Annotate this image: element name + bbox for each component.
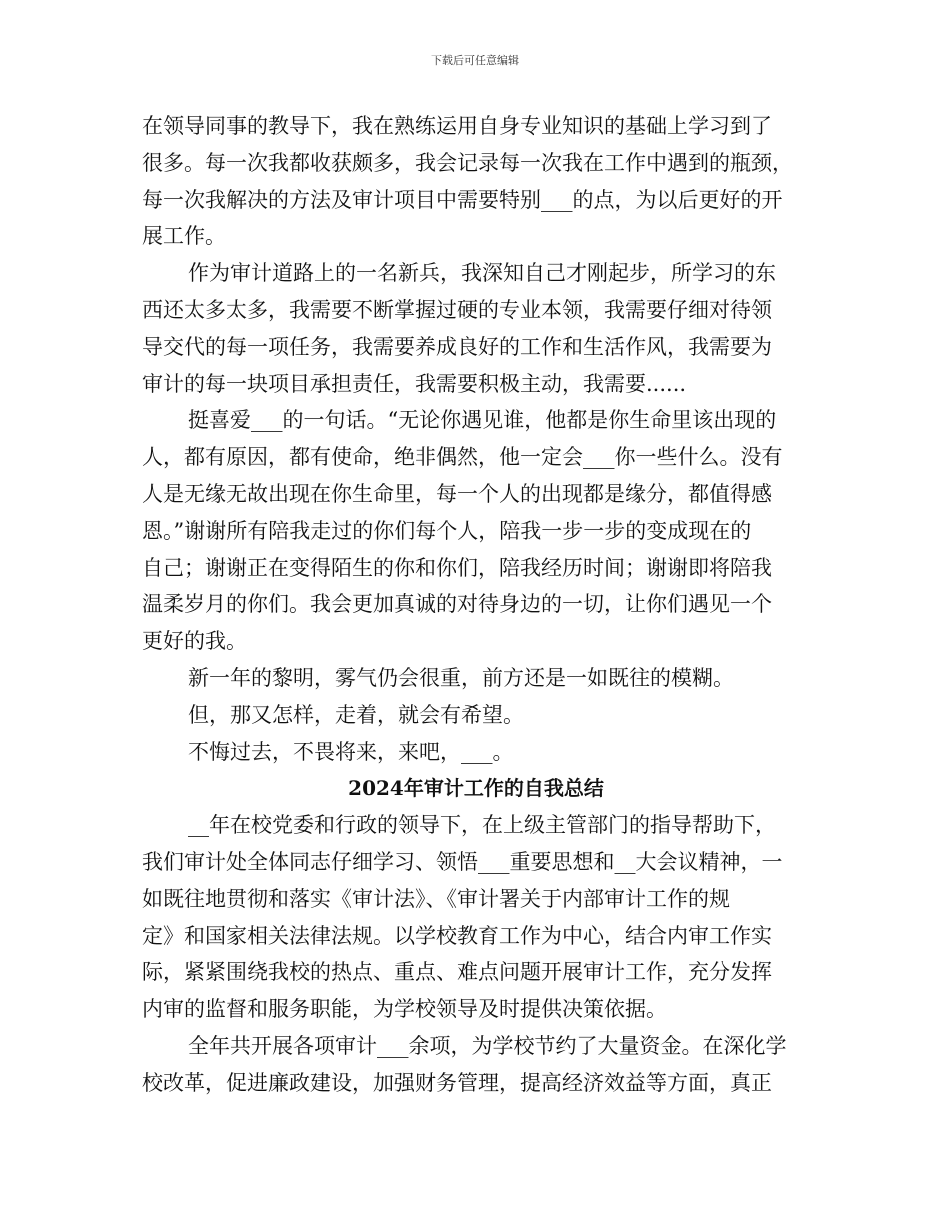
- text-line: 人，都有原因，都有使命，绝非偶然，他一定会___你一些什么。没有: [142, 445, 783, 470]
- text-line: 恩。”谢谢所有陪我走过的你们每个人，陪我一步一步的变成现在的: [142, 518, 752, 543]
- text-line: 人是无缘无故出现在你生命里，每一个人的出现都是缘分，都值得感: [142, 481, 772, 506]
- paragraph-8: [142, 1028, 810, 1102]
- text-line: 西还太多太多，我需要不断掌握过硬的专业本领，我需要仔细对待领: [142, 297, 772, 322]
- text-line: 但，那又怎样，走着，就会有希望。: [188, 702, 524, 727]
- text-line: 每一次我解决的方法及审计项目中需要特别___的点，为以后更好的开: [142, 187, 783, 212]
- paragraph-6: [142, 734, 810, 771]
- text-line: 新一年的黎明，雾气仍会很重，前方还是一如既往的模糊。: [188, 665, 734, 690]
- text-line: 挺喜爱___的一句话。“无论你遇见谁，他都是你生命里该出现的: [188, 408, 777, 433]
- text-line: 更好的我。: [142, 629, 247, 654]
- text-line: 很多。每一次我都收获颇多，我会记录每一次我在工作中遇到的瓶颈，: [142, 150, 793, 175]
- text-line: 温柔岁月的你们。我会更加真诚的对待身边的一切，让你们遇见一个: [142, 592, 772, 617]
- paragraph-1: [142, 108, 810, 255]
- paragraph-4: [142, 660, 810, 697]
- text-line: 作为审计道路上的一名新兵，我深知自己才刚起步，所学习的东: [188, 261, 776, 286]
- text-line: __年在校党委和行政的领导下，在上级主管部门的指导帮助下，: [188, 813, 776, 838]
- text-line: 不悔过去，不畏将来，来吧，___。: [188, 739, 514, 764]
- text-line: 我们审计处全体同志仔细学习、领悟___重要思想和__大会议精神，一: [142, 849, 783, 874]
- paragraph-5: [142, 697, 810, 734]
- text-line: 自己；谢谢正在变得陌生的你和你们，陪我经历时间；谢谢即将陪我: [142, 555, 772, 580]
- text-line: 审计的每一块项目承担责任，我需要积极主动，我需要......: [142, 371, 687, 396]
- text-line: 定》和国家相关法律法规。以学校教育工作为中心，结合内审工作实: [142, 923, 772, 948]
- text-line: 校改革，促进廉政建设，加强财务管理，提高经济效益等方面，真正: [142, 1070, 772, 1095]
- paragraph-7: [142, 807, 810, 1028]
- section-title: 2024年审计工作的自我总结: [348, 776, 604, 801]
- text-line: 在领导同事的教导下，我在熟练运用自身专业知识的基础上学习到了: [142, 114, 772, 138]
- page-header: 下载后可任意编辑: [431, 54, 519, 67]
- paragraph-3: [142, 402, 810, 660]
- text-line: 导交代的每一项任务，我需要养成良好的工作和生活作风，我需要为: [142, 334, 772, 359]
- paragraph-2: [142, 255, 810, 402]
- text-line: 如既往地贯彻和落实《审计法》、《审计署关于内部审计工作的规: [142, 886, 730, 911]
- text-line: 全年共开展各项审计___余项，为学校节约了大量资金。在深化学: [188, 1033, 787, 1058]
- text-line: 内审的监督和服务职能，为学校领导及时提供决策依据。: [142, 997, 667, 1022]
- document-body: [142, 108, 810, 1102]
- text-line: 际，紧紧围绕我校的热点、重点、难点问题开展审计工作，充分发挥: [142, 960, 772, 985]
- text-line: 展工作。: [142, 224, 226, 249]
